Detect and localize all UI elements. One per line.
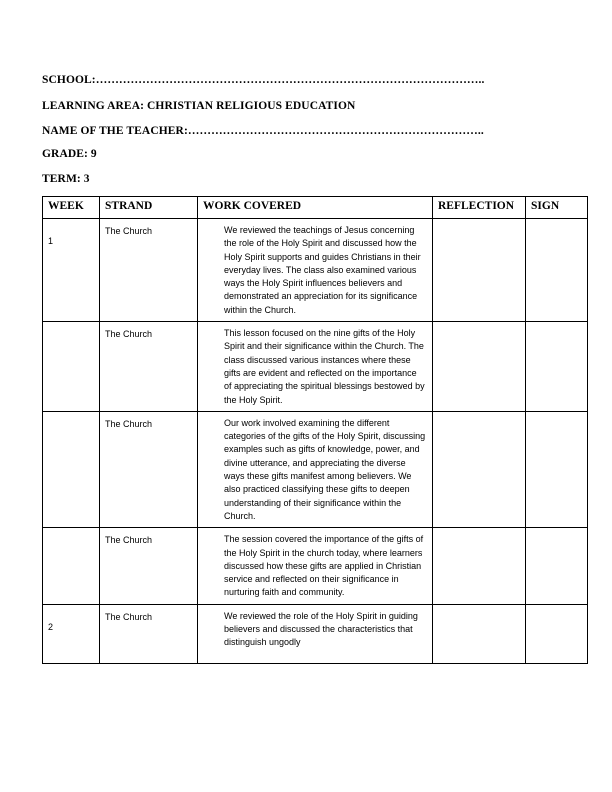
strand-cell xyxy=(100,528,198,604)
column-header-strand: STRAND xyxy=(100,197,198,219)
reflection-cell xyxy=(433,219,526,322)
grade-field: GRADE: 9 xyxy=(42,148,97,160)
column-header-week: WEEK xyxy=(43,197,100,219)
strand-cell xyxy=(100,604,198,663)
sign-cell xyxy=(526,411,588,527)
column-header-reflection: REFLECTION xyxy=(433,197,526,219)
work-covered-cell xyxy=(198,219,433,322)
work-covered-cell xyxy=(198,604,433,663)
week-cell xyxy=(43,604,100,663)
table-row xyxy=(43,411,588,527)
sign-cell xyxy=(526,604,588,663)
table-row xyxy=(43,528,588,604)
strand-text: The Church xyxy=(105,418,153,429)
sign-cell xyxy=(526,528,588,604)
strand-cell xyxy=(100,322,198,412)
reflection-cell xyxy=(433,528,526,604)
strand-cell xyxy=(100,219,198,322)
work-covered-text: Our work involved examining the different categories of the gifts of the Holy Spirit, discussing examples such as gifts of knowledge, power, and divine utterance, and appreciating the diverse ways these gifts manifest among believers. We also practiced classifying these gifts to deepen understanding of their significance within the Church. xyxy=(224,417,426,521)
learning-area-heading: LEARNING AREA: CHRISTIAN RELIGIOUS EDUCATION xyxy=(42,100,356,112)
sign-cell xyxy=(526,322,588,412)
school-field: SCHOOL:……………………………………………………………………………………….. xyxy=(42,74,485,86)
work-covered-text: We reviewed the teachings of Jesus concerning the role of the Holy Spirit and discussed how the Holy Spirit supports and guides Christians in their everyday lives. The class also examined various ways the Holy Spirit influences believers and demonstrated an appreciation for its significance within the Church. xyxy=(224,225,421,315)
work-covered-cell xyxy=(198,411,433,527)
week-number: 1 xyxy=(48,236,54,246)
work-covered-text: The session covered the importance of the gifts of the Holy Spirit in the church today, where learners discussed how these gifts are applied in Christian service and reflected on their significance in nurturing faith and community. xyxy=(224,534,424,598)
record-of-work-table xyxy=(42,196,588,664)
work-covered-cell xyxy=(198,528,433,604)
work-covered-text: This lesson focused on the nine gifts of the Holy Spirit and their significance within the Church. The class discussed various instances where these gifts are evident and reflected on the importance of appreciating the spiritual blessings bestowed by the Holy Spirit. xyxy=(224,328,425,405)
week-cell xyxy=(43,528,100,604)
week-cell xyxy=(43,322,100,412)
table-header-row xyxy=(43,197,588,219)
reflection-cell xyxy=(433,411,526,527)
week-number: 2 xyxy=(48,621,54,632)
week-cell xyxy=(43,411,100,527)
strand-cell xyxy=(100,411,198,527)
strand-text: The Church xyxy=(105,535,153,546)
strand-text: The Church xyxy=(105,611,153,622)
column-header-work-covered: WORK COVERED xyxy=(198,197,433,219)
reflection-cell xyxy=(433,604,526,663)
reflection-cell xyxy=(433,322,526,412)
term-field: TERM: 3 xyxy=(42,173,90,185)
week-cell xyxy=(43,219,100,322)
work-covered-text: We reviewed the role of the Holy Spirit in guiding believers and discussed the characteristics that distinguish ungodly xyxy=(224,610,418,648)
teacher-name-field: NAME OF THE TEACHER:………………………………………………………………….. xyxy=(42,125,484,137)
work-covered-cell xyxy=(198,322,433,412)
table-row xyxy=(43,322,588,412)
table-row xyxy=(43,604,588,663)
column-header-sign: SIGN xyxy=(526,197,588,219)
sign-cell xyxy=(526,219,588,322)
strand-text: The Church xyxy=(105,226,153,236)
strand-text: The Church xyxy=(105,329,153,340)
table-row xyxy=(43,219,588,322)
